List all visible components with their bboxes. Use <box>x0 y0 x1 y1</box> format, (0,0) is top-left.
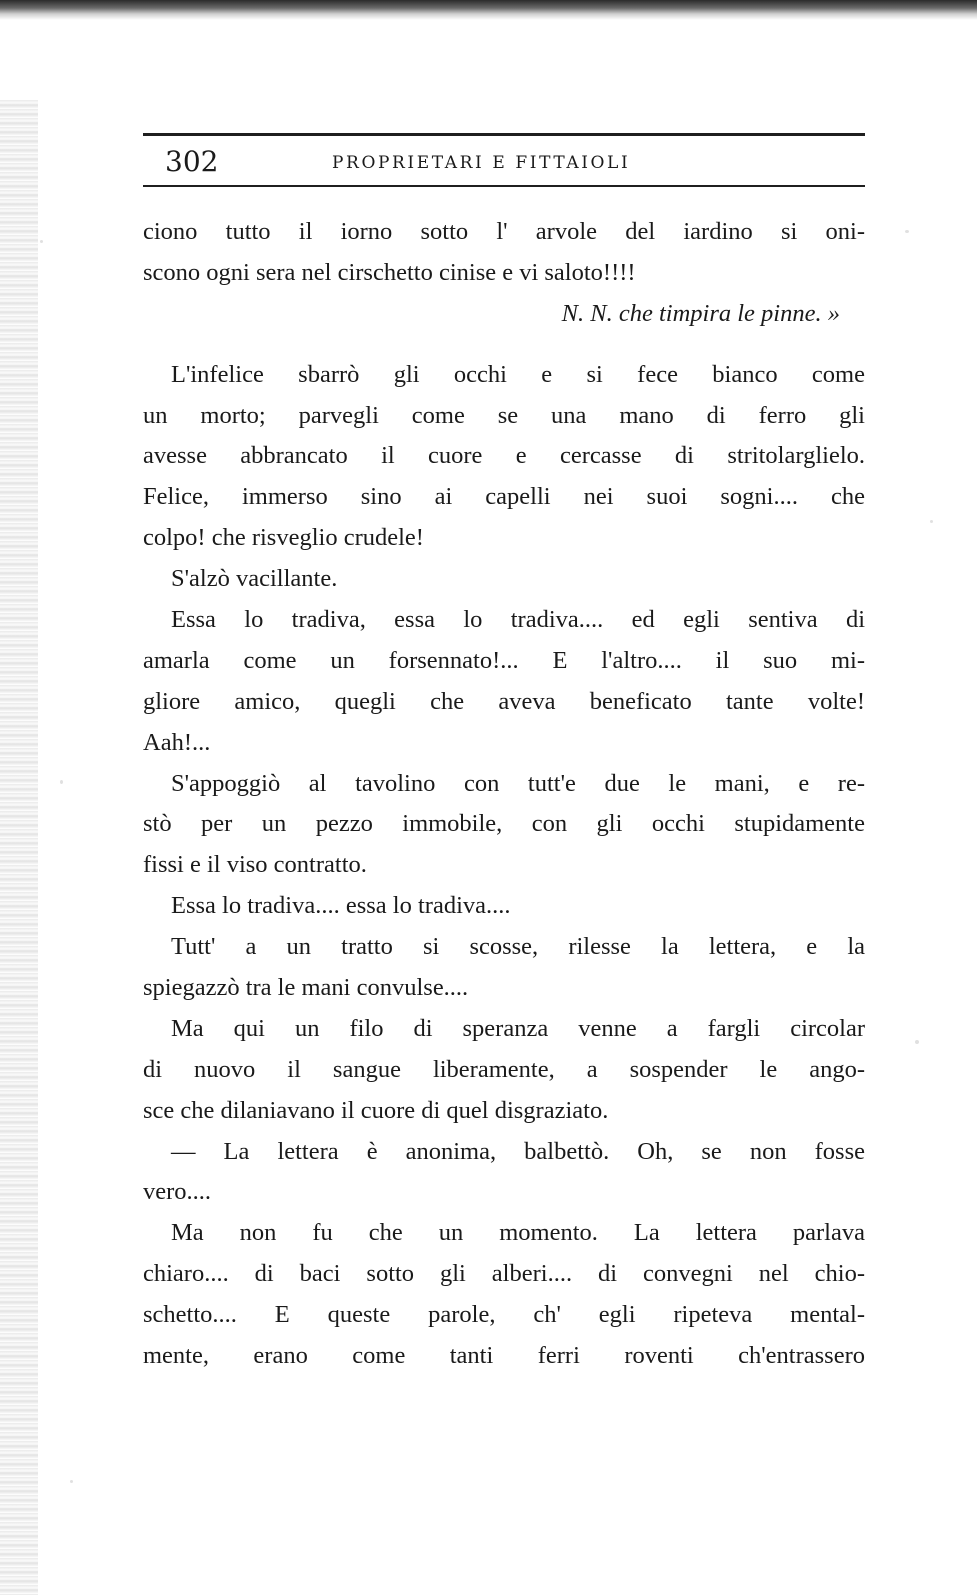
header-rule-top <box>143 133 865 136</box>
page-body <box>143 212 865 1377</box>
text-line: amarla come un forsennato!... E l'altro.... il suo mi- <box>143 646 865 674</box>
paper-speckle <box>915 1040 919 1044</box>
text-line: stò per un pezzo immobile, con gli occhi stupidamente <box>143 810 865 838</box>
text-line: ciono tutto il iorno sotto l' arvole del iardino si oni- <box>143 218 865 245</box>
paper-speckle <box>70 1480 73 1483</box>
blank-line <box>143 335 865 355</box>
paper-speckle <box>930 520 933 523</box>
text-line: mente, erano come tanti ferri roventi ch'entrassero <box>143 1342 865 1370</box>
text-line: Essa lo tradiva.... essa lo tradiva.... <box>171 892 511 920</box>
text-line: Aah!... <box>143 728 211 756</box>
header-rule-bottom <box>143 185 865 187</box>
text-line: scono ogni sera nel cirschetto cinise e vi saloto!!!! <box>143 258 636 286</box>
text-line: Felice, immerso sino ai capelli nei suoi sogni.... che <box>143 483 865 511</box>
running-title: PROPRIETARI E FITTAIOLI <box>332 153 631 173</box>
text-line: chiaro.... di baci sotto gli alberi.... di convegni nel chio- <box>143 1260 865 1288</box>
text-line: di nuovo il sangue liberamente, a sospender le ango- <box>143 1055 865 1083</box>
text-line: spiegazzò tra le mani convulse.... <box>143 974 469 1002</box>
paper-speckle <box>905 230 909 233</box>
text-line: schetto.... E queste parole, ch' egli ripeteva mental- <box>143 1301 865 1329</box>
text-line: Essa lo tradiva, essa lo tradiva.... ed egli sentiva di <box>171 606 865 634</box>
paper-speckle <box>60 780 63 784</box>
text-line: un morto; parvegli come se una mano di ferro gli <box>143 401 865 429</box>
text-line: gliore amico, quegli che aveva beneficato tante volte! <box>143 687 865 715</box>
text-line: colpo! che risveglio crudele! <box>143 524 424 552</box>
letter-signature: N. N. che timpira le pinne. » <box>561 299 840 327</box>
text-line: — La lettera è anonima, balbettò. Oh, se non fosse <box>171 1137 865 1165</box>
text-line: Tutt' a un tratto si scosse, rilesse la lettera, e la <box>171 933 865 961</box>
text-line: L'infelice sbarrò gli occhi e si fece bianco come <box>171 360 865 388</box>
text-line: fissi e il viso contratto. <box>143 851 367 879</box>
scan-left-edge-shadow <box>0 100 38 1595</box>
scan-top-edge <box>0 0 977 20</box>
page-number: 302 <box>165 145 219 178</box>
text-line: Ma non fu che un momento. La lettera parlava <box>171 1219 865 1247</box>
text-line: S'appoggiò al tavolino con tutt'e due le mani, e re- <box>171 769 865 797</box>
text-line: Ma qui un filo di speranza venne a fargli circolar <box>171 1014 865 1042</box>
paper-speckle <box>40 240 43 243</box>
text-line: S'alzò vacillante. <box>171 565 338 593</box>
text-line: avesse abbrancato il cuore e cercasse di stritolarglielo. <box>143 442 865 470</box>
text-line: vero.... <box>143 1178 212 1206</box>
text-line: sce che dilaniavano il cuore di quel disgraziato. <box>143 1096 609 1124</box>
